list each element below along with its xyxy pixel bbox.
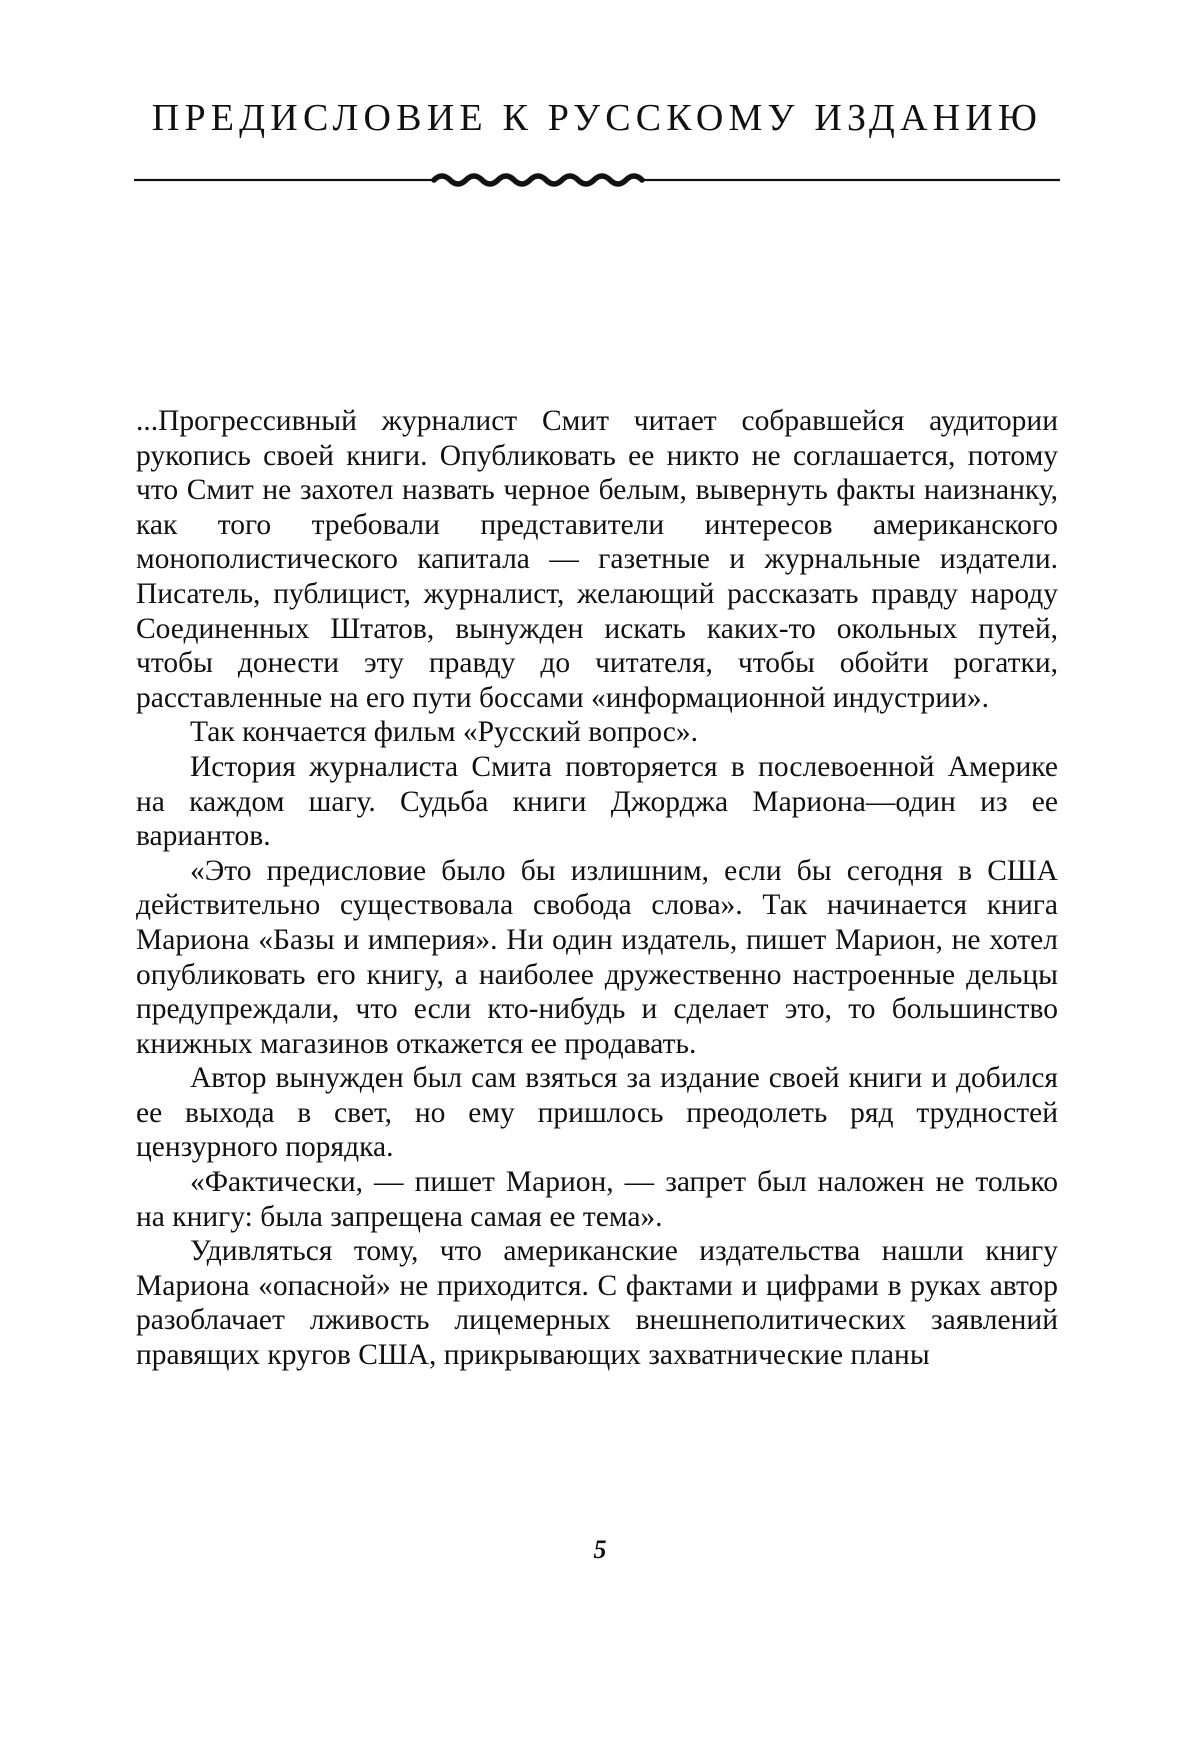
paragraph: Так кончается фильм «Русский вопрос». (190, 716, 698, 749)
paragraph: «Это предисловие было бы излишним, если бы сегодня в США действительно существовала свобода слова». Так начинается книга Мариона «Базы и империя». Ни один издатель, пишет Марион, не хотел опубликовать его книгу, а наиболее дружественно настроенные дельцы предупреждали, что если кто-нибудь и сделает это, то большинство книжных магазинов откажется ее продавать. (136, 854, 1058, 1060)
rule-wave (434, 176, 642, 184)
page-title: ПРЕДИСЛОВИЕ К РУССКОМУ ИЗДАНИЮ (151, 97, 1043, 139)
paragraph: История журналиста Смита повторяется в послевоенной Америке на каждом шагу. Судьба книги Джорджа Мариона—один из ее вариантов. (136, 750, 1058, 853)
paragraph: ...Прогрессивный журналист Смит читает собравшейся аудитории рукопись своей книги. Опубликовать ее никто не соглашается, потому что Смит не захотел назвать черное белым, вывернуть факты наизнанку, как того требовали представители интересов американского монополистического капитала — газетные и журнальные издатели. Писатель, публицист, журналист, желающий рассказать правду народу Соединенных Штатов, вынужден искать каких-то окольных путей, чтобы донести эту правду до читателя, чтобы обойти рогатки, расставленные на его пути боссами «информационной индустрии». (136, 405, 1058, 714)
paragraph: Автор вынужден был сам взяться за издание своей книги и добился ее выхода в свет, но ему пришлось преодолеть ряд трудностей цензурного порядка. (136, 1062, 1058, 1164)
page-number: 5 (593, 1535, 607, 1564)
body-text (136, 404, 1058, 1373)
paragraph: Удивляться тому, что американские издательства нашли книгу Мариона «опасной» не приходится. С фактами и цифрами в руках автор разоблачает лживость лицемерных внешнеполитических заявлений правящих кругов США, прикрывающих захватнические планы (136, 1235, 1058, 1372)
decorative-rule (134, 168, 1060, 192)
paragraph: «Фактически, — пишет Марион, — запрет был наложен не только на книгу: была запрещена самая ее тема». (136, 1166, 1058, 1233)
